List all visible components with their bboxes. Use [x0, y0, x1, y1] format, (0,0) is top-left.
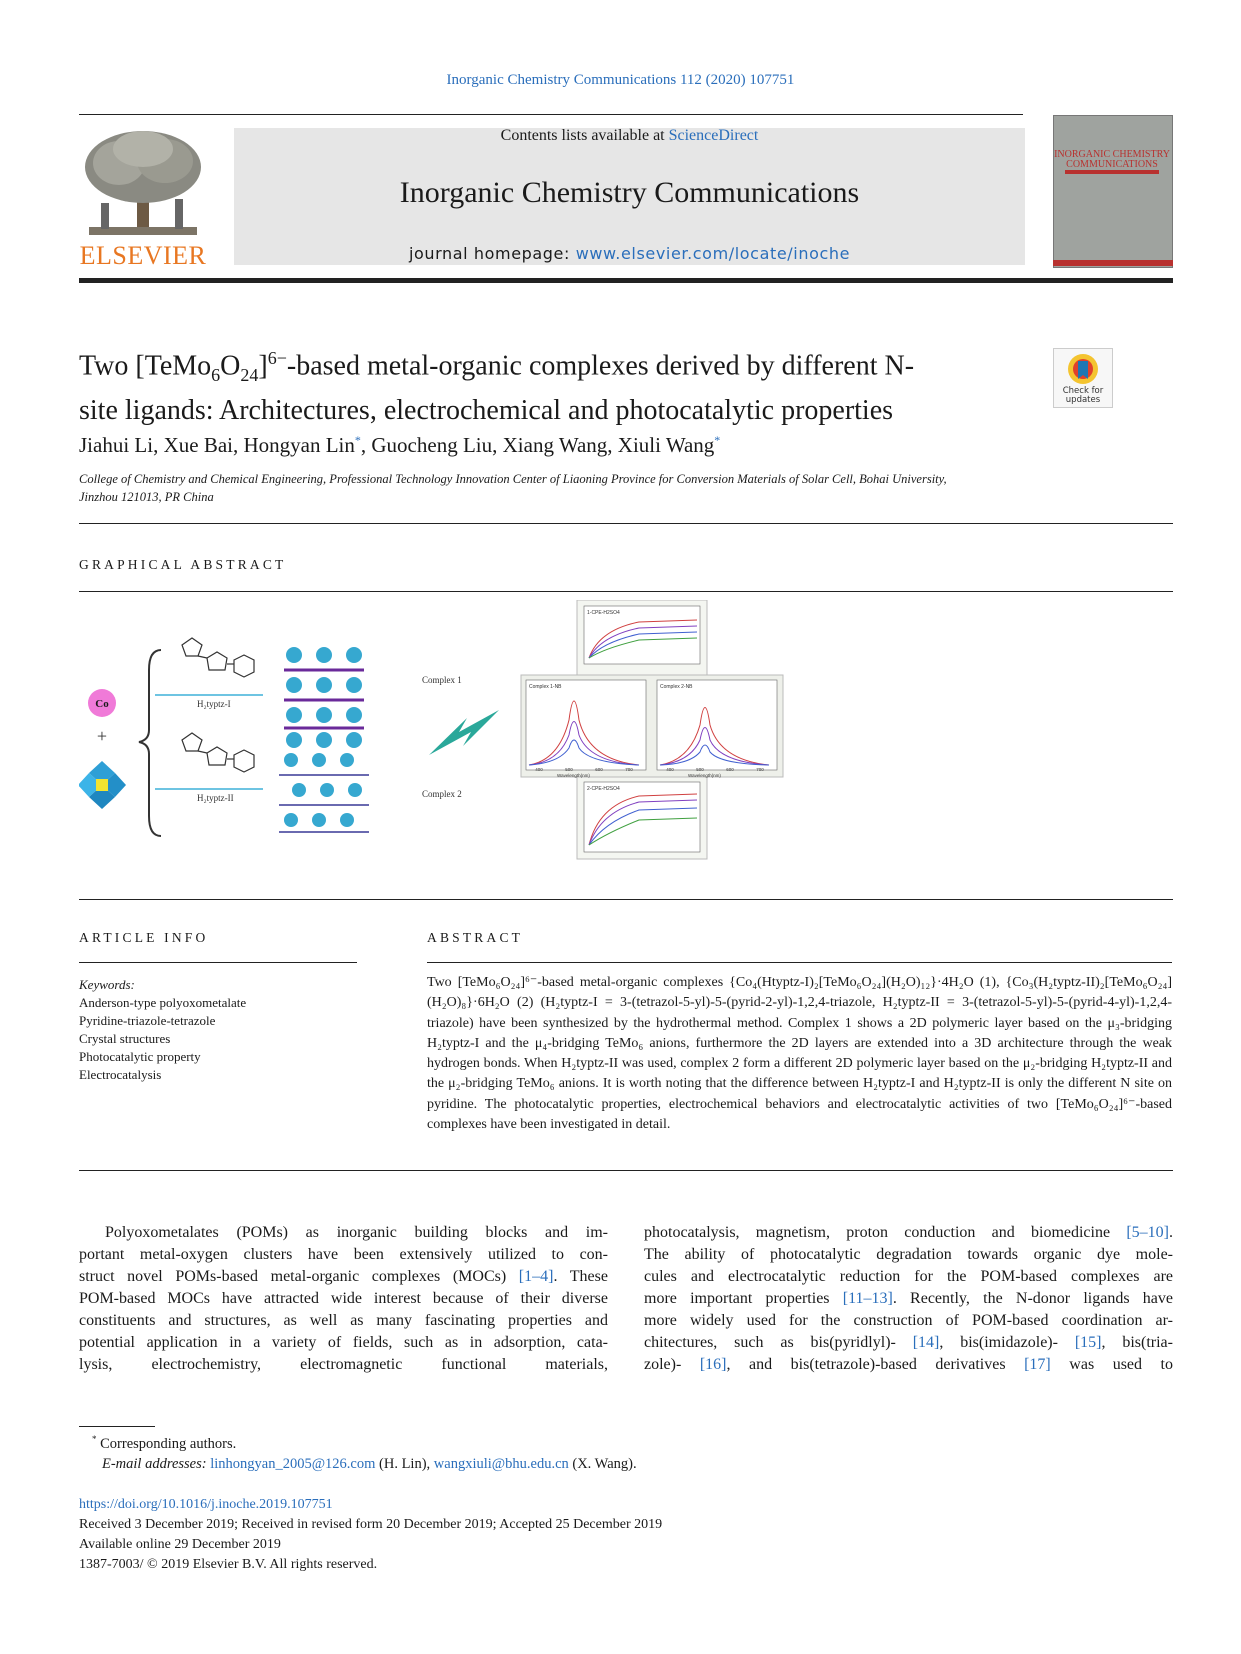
body-text: more important properties — [644, 1290, 843, 1307]
title-line-2: site ligands: Architectures, electrochemical and photocatalytic properties — [79, 394, 894, 426]
contents-prefix: Contents lists available at — [500, 127, 665, 144]
panel-top-title: 1-CPE-H2SO4 — [587, 610, 620, 616]
body-column-right — [644, 1222, 1173, 1376]
author-separator: , — [360, 433, 372, 457]
light-bolt-icon — [429, 710, 499, 755]
citation-link[interactable]: [14] — [912, 1334, 940, 1351]
graphical-abstract-figure[interactable] — [79, 600, 1173, 900]
x-tick-label: 500 — [696, 767, 704, 772]
x-tick-label: 500 — [565, 767, 573, 772]
article-info-heading: ARTICLE INFO — [79, 930, 209, 945]
keyword-item: Photocatalytic property — [79, 1049, 201, 1064]
check-for-updates-badge[interactable] — [1053, 348, 1113, 408]
footnote-rule — [79, 1426, 155, 1427]
citation-link[interactable]: [16] — [699, 1356, 727, 1373]
homepage-link[interactable]: www.elsevier.com/locate/inoche — [575, 244, 851, 263]
header-top-rule — [79, 114, 1023, 115]
author-name[interactable]: Hongyan Lin — [243, 433, 355, 457]
x-axis-label-left: Wavelength(nm) — [557, 773, 590, 778]
copyright: 1387-7003/ © 2019 Elsevier B.V. All rights reserved. — [79, 1557, 378, 1572]
author-separator: , — [492, 433, 503, 457]
photocatalysis-panels — [521, 600, 783, 859]
abstract-rule — [427, 962, 1172, 963]
author-name[interactable]: Xue Bai — [163, 433, 233, 457]
x-tick-label: 400 — [666, 767, 674, 772]
keyword-item: Pyridine-triazole-tetrazole — [79, 1013, 216, 1028]
divider-after-abstract — [79, 1170, 1173, 1171]
complex-2-label: Complex 2 — [422, 789, 462, 799]
ligand-brace — [139, 650, 161, 836]
body-column-left — [79, 1222, 608, 1376]
x-tick-label: 700 — [625, 767, 633, 772]
email-owner: (X. Wang). — [572, 1456, 637, 1472]
email-link-lin[interactable]: linhongyan_2005@126.com — [210, 1456, 376, 1472]
email-label: E-mail addresses: — [102, 1456, 207, 1472]
author-separator: , — [153, 433, 164, 457]
article-info-rule — [79, 962, 357, 963]
keyword-item: Electrocatalysis — [79, 1067, 162, 1082]
corresponding-mark[interactable]: * — [714, 433, 721, 447]
body-text: , bis(imidazole)- — [939, 1334, 1075, 1351]
co-label: Co — [95, 698, 109, 710]
panel-bottom-title: 2-CPE-H2SO4 — [587, 786, 620, 792]
check-updates-label: Check for updates — [1062, 386, 1104, 405]
body-line — [79, 1222, 608, 1244]
abstract-text: Two [TeMo₆O₂₄]⁶⁻-based metal-organic complexes {Co₄(Htyptz-I)₂[TeMo₆O₂₄](H₂O)₁₂}·4H₂O (1), {Co₃(H₂typtz-II)₂[TeMo₆O₂₄](H₂O)₈}·6H₂O (2) (H₂typtz-I = 3-(tetrazol-5-yl)-5-(pyrid-2-yl)-1,2,4-triazole, H₂typtz-II = 3-(tetrazol-5-yl)-5-(pyrid-4-yl)-1,2,4-triazole) have been synthesized by the hydrothermal method. Complex 1 shows a 2D polymeric layer based on the μ₃-bridging H₂typtz-I and the μ₄-bridging TeMo₆ anions, furthermore the 2D layers are extended into a 3D architecture through the weak hydrogen bonds. When H₂typtz-II was used, complex 2 form a different 2D polymeric layer based on the μ₂-bridging H₂typtz-II and the μ₂-bridging TeMo₆ anions. It is worth noting that the difference between H₂typtz-I and H₂typtz-II is only the different N site on pyridine. The photocatalytic properties, electrochemical behaviors and electrocatalytic activities of two [TeMo₆O₂₄]⁶⁻-based complexes have been investigated in detail. — [427, 975, 1172, 1133]
author-name[interactable]: Jiahui Li — [79, 433, 154, 457]
body-text: cules and electrocatalytic reduction for the POM-based complexes are — [644, 1268, 1173, 1285]
body-text: , bis(tria- — [1101, 1334, 1173, 1351]
complex-2-structure — [279, 753, 369, 832]
cover-stripe — [1065, 170, 1159, 174]
body-text: lysis, electrochemistry, electromagnetic functional materials, — [79, 1356, 608, 1373]
body-text: potential application in a variety of fields, such as in adsorption, cata- — [79, 1334, 608, 1351]
title-part: O — [220, 350, 241, 382]
ligand-2-structure — [182, 733, 254, 772]
body-text: . These — [553, 1268, 608, 1285]
journal-homepage — [234, 244, 1025, 263]
body-text: Polyoxometalates (POMs) as inorganic building blocks and im- — [105, 1224, 608, 1241]
body-text: portant metal-oxygen clusters have been extensively utilized to con- — [79, 1246, 608, 1263]
body-text: struct novel POMs-based metal-organic complexes (MOCs) — [79, 1268, 519, 1285]
body-text: more widely used for the construction of POM-based coordination ar- — [644, 1312, 1173, 1329]
received-dates: Received 3 December 2019; Received in revised form 20 December 2019; Accepted 25 December 2019 — [79, 1517, 663, 1532]
journal-reference[interactable]: Inorganic Chemistry Communications 112 (2020) 107751 — [446, 72, 795, 88]
header-thick-rule — [79, 278, 1173, 283]
corresponding-text: Corresponding authors. — [100, 1435, 237, 1452]
body-text: , and bis(tetrazole)-based derivatives — [726, 1356, 1025, 1373]
elsevier-tree-logo — [79, 127, 207, 239]
email-link-wang[interactable]: wangxiuli@bhu.edu.cn — [433, 1456, 569, 1472]
body-line — [644, 1354, 1173, 1376]
body-line — [79, 1244, 608, 1266]
body-text: was used to — [1050, 1356, 1174, 1373]
x-axis-label-right: Wavelength(nm) — [688, 773, 721, 778]
author-name[interactable]: Guocheng Liu — [371, 433, 493, 457]
citation-link[interactable]: [1–4] — [518, 1268, 554, 1285]
x-tick-label: 700 — [756, 767, 764, 772]
body-line — [79, 1266, 608, 1288]
journal-title: Inorganic Chemistry Communications — [399, 176, 860, 209]
citation-link[interactable]: [11–13] — [842, 1290, 893, 1307]
title-sup: 6− — [267, 348, 287, 368]
plus-sign: + — [96, 726, 108, 746]
x-tick-label: 600 — [726, 767, 734, 772]
body-line — [644, 1244, 1173, 1266]
email-addresses — [102, 1456, 637, 1473]
polyoxometalate-cluster-icon — [79, 761, 126, 809]
author-name[interactable]: Xiuli Wang — [617, 433, 715, 457]
body-text: zole)- — [644, 1356, 700, 1373]
affiliation-line: College of Chemistry and Chemical Engineering, Professional Technology Innovation Center of Liaoning Province for Conversion Materials of Solar Cell, Bohai University, — [79, 472, 947, 486]
panel-right-title: Complex 2-NB — [660, 684, 693, 690]
paper-title — [79, 340, 1029, 429]
author-name[interactable]: Xiang Wang — [502, 433, 608, 457]
body-line — [644, 1266, 1173, 1288]
body-text: photocatalysis, magnetism, proton conduction and biomedicine — [644, 1224, 1127, 1241]
cover-bottom-stripe — [1053, 260, 1173, 266]
title-part: Two [TeMo — [79, 350, 212, 382]
homepage-prefix: journal homepage: — [408, 244, 570, 263]
x-tick-label: 400 — [535, 767, 543, 772]
body-line — [644, 1222, 1173, 1244]
body-text: . Recently, the N-donor ligands have — [892, 1290, 1173, 1307]
keyword-item: Crystal structures — [79, 1031, 171, 1046]
author-list — [79, 433, 720, 458]
ligand-1-label: H₂typtz-I — [197, 699, 231, 709]
title-sub: 6 — [211, 364, 221, 385]
body-line — [79, 1310, 608, 1332]
body-text: . — [1169, 1224, 1173, 1241]
ligand-1-structure — [182, 638, 254, 677]
body-text: constituents and structures, as well as many fascinating properties and — [79, 1312, 608, 1329]
divider-after-graphical-abstract — [79, 899, 1173, 900]
body-line — [644, 1310, 1173, 1332]
citation-link[interactable]: [17] — [1024, 1356, 1051, 1373]
body-line — [644, 1288, 1173, 1310]
citation-link[interactable]: [15] — [1074, 1334, 1102, 1351]
complex-1-structure — [284, 645, 364, 755]
abstract-heading: ABSTRACT — [427, 930, 524, 945]
body-text: The ability of photocatalytic degradation towards organic dye mole- — [644, 1246, 1173, 1263]
corresponding-note: * Corresponding authors. — [92, 1434, 237, 1452]
affiliation-line: Jinzhou 121013, PR China — [79, 490, 214, 504]
contents-availability — [234, 127, 1025, 145]
title-part: -based metal-organic complexes derived by different N- — [286, 350, 915, 382]
divider-graphical-abstract — [79, 591, 1173, 592]
body-line — [79, 1332, 608, 1354]
doi-link[interactable]: https://doi.org/10.1016/j.inoche.2019.107751 — [79, 1497, 333, 1512]
complex-1-label: Complex 1 — [422, 675, 462, 685]
author-separator: , — [232, 433, 244, 457]
publisher-wordmark[interactable]: ELSEVIER — [79, 241, 207, 270]
author-separator: , — [607, 433, 618, 457]
ligand-2-label: H₂typtz-II — [197, 793, 234, 803]
cover-title: INORGANIC CHEMISTRY COMMUNICATIONS — [1054, 149, 1170, 170]
keyword-item: Anderson-type polyoxometalate — [79, 995, 247, 1010]
graphical-abstract-heading: GRAPHICAL ABSTRACT — [79, 557, 287, 572]
bookmark-icon — [1054, 349, 1112, 387]
online-date: Available online 29 December 2019 — [79, 1537, 281, 1552]
body-text: POM-based MOCs have attracted wide interest because of their diverse — [79, 1290, 608, 1307]
title-part: ] — [258, 350, 268, 382]
x-tick-label: 600 — [595, 767, 603, 772]
body-text: chitectures, such as bis(pyridlyl)- — [644, 1334, 913, 1351]
body-line — [79, 1354, 608, 1376]
body-line — [79, 1288, 608, 1310]
panel-left-title: Complex 1-NB — [529, 684, 562, 690]
email-owner: (H. Lin), — [379, 1456, 431, 1472]
keywords-label: Keywords: — [79, 977, 135, 992]
corresponding-mark[interactable]: * — [354, 433, 361, 447]
citation-link[interactable]: [5–10] — [1126, 1224, 1169, 1241]
affiliation — [79, 470, 1039, 506]
sciencedirect-link[interactable]: ScienceDirect — [668, 127, 759, 144]
body-line — [644, 1332, 1173, 1354]
journal-cover[interactable] — [1053, 115, 1173, 268]
title-sub: 24 — [240, 364, 259, 385]
divider-after-affiliation — [79, 523, 1173, 524]
